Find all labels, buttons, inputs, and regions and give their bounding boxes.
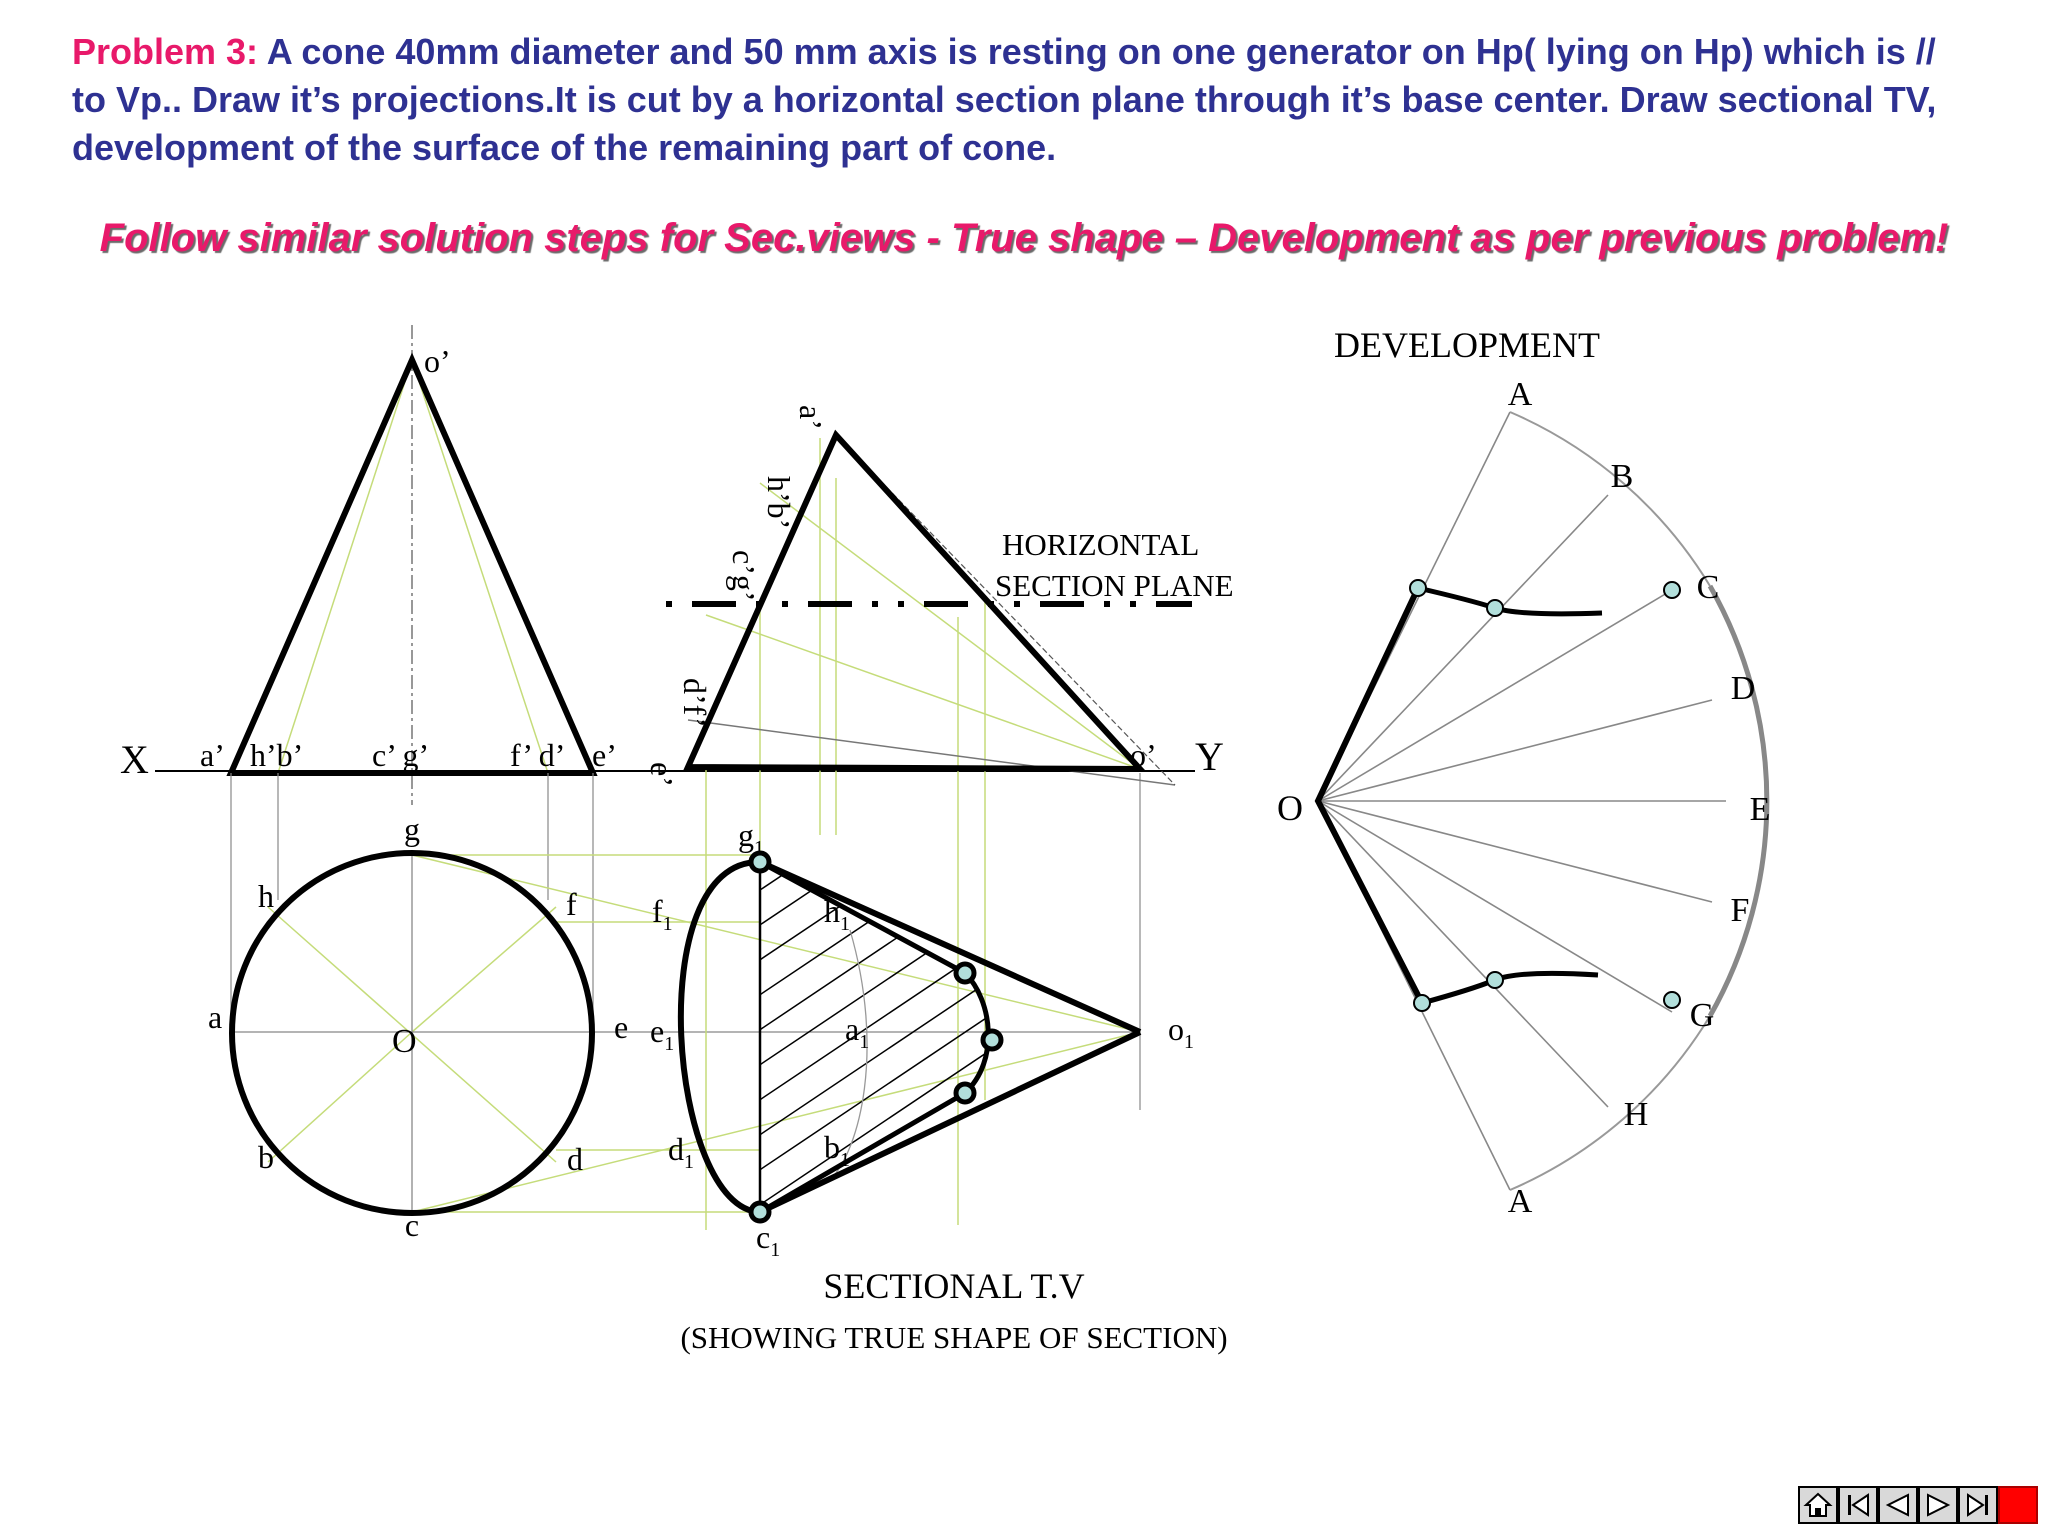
dev-label-H: H xyxy=(1623,1096,1649,1133)
label-y: Y xyxy=(1195,734,1224,779)
dev-label-A-bottom: A xyxy=(1507,1183,1533,1220)
dev-section-curve-upper xyxy=(1418,588,1602,614)
next-slide-icon xyxy=(1923,1491,1953,1519)
follow-instruction: Follow similar solution steps for Sec.views - True shape – Development as per previous problem! xyxy=(99,216,1949,260)
tv-label-c: c xyxy=(404,1207,420,1243)
stop-button[interactable] xyxy=(1998,1486,2038,1524)
dev-label-B: B xyxy=(1610,458,1634,495)
sv-generator-bottom xyxy=(760,1032,1140,1212)
dev-title: DEVELOPMENT xyxy=(1334,325,1600,365)
tv-label-d: d xyxy=(567,1141,583,1177)
tilt-label-hb: h’b’ xyxy=(761,476,797,530)
fv-label-cg: c’ g’ xyxy=(372,737,430,773)
first-slide-icon xyxy=(1843,1491,1873,1519)
dev-label-O: O xyxy=(1277,788,1303,828)
tilt-label-o: o’ xyxy=(1130,737,1157,773)
sv-label-o1: $o_1$ xyxy=(1168,1011,1194,1053)
tilt-label-cg: c’g’ xyxy=(726,550,762,602)
previous-slide-button[interactable] xyxy=(1878,1486,1918,1524)
dev-label-D: D xyxy=(1730,670,1756,707)
tilt-label-e: e’ xyxy=(644,762,680,787)
dev-points xyxy=(1410,580,1680,1011)
fv-label-e: e’ xyxy=(592,737,617,773)
previous-slide-icon xyxy=(1883,1491,1913,1519)
top-view xyxy=(208,811,1140,1243)
sectional-top-view xyxy=(650,817,1228,1355)
next-slide-button[interactable] xyxy=(1918,1486,1958,1524)
sv-label-h1: $h_1$ xyxy=(824,893,850,935)
dev-section-curve-lower xyxy=(1422,973,1598,1003)
home-button[interactable] xyxy=(1798,1486,1838,1524)
tv-label-O: O xyxy=(392,1023,417,1060)
stop-icon xyxy=(2003,1491,2033,1519)
sv-title: SECTIONAL T.V xyxy=(823,1266,1085,1306)
last-slide-button[interactable] xyxy=(1958,1486,1998,1524)
last-slide-icon xyxy=(1963,1491,1993,1519)
dev-arc-lower xyxy=(1510,1016,1710,1190)
plane-label-line1: HORIZONTAL xyxy=(1002,527,1200,562)
tilt-label-df: d’f’ xyxy=(677,678,713,728)
fv-label-a: a’ xyxy=(200,737,225,773)
tv-label-g: g xyxy=(404,811,420,847)
dev-label-E: E xyxy=(1749,791,1771,828)
fv-label-fd: f’ d’ xyxy=(510,737,566,773)
dev-section-generators xyxy=(1318,588,1422,1003)
sv-label-a1: $a_1$ xyxy=(845,1011,870,1053)
plane-label-line2: SECTION PLANE xyxy=(995,568,1234,603)
problem-lead: Problem 3: xyxy=(72,31,259,72)
development xyxy=(1277,325,1770,1220)
dev-label-F: F xyxy=(1730,892,1750,929)
sv-subtitle: (SHOWING TRUE SHAPE OF SECTION) xyxy=(680,1320,1228,1355)
sv-section-points xyxy=(751,853,1001,1221)
fv-generator-h xyxy=(278,360,412,773)
dev-label-C: C xyxy=(1696,569,1720,606)
tv-label-f: f xyxy=(566,886,577,922)
sv-label-d1: $d_1$ xyxy=(668,1131,694,1173)
sv-label-c1: $c_1$ xyxy=(756,1219,781,1261)
fv-label-apex: o’ xyxy=(424,343,451,379)
dev-label-A-top: A xyxy=(1507,376,1533,413)
dev-arc-upper xyxy=(1510,412,1710,586)
home-icon xyxy=(1803,1491,1833,1519)
fv-generator-f xyxy=(412,360,548,773)
tv-label-a: a xyxy=(208,999,223,1035)
tv-label-e: e xyxy=(614,1009,629,1045)
label-x: X xyxy=(120,737,149,782)
dev-label-G: G xyxy=(1689,997,1715,1034)
front-view xyxy=(120,325,1224,805)
sv-label-g1: $g_1$ xyxy=(738,817,764,859)
tilt-label-a: a’ xyxy=(793,405,829,430)
tv-label-b: b xyxy=(258,1139,274,1175)
sv-label-b1: $b_1$ xyxy=(824,1129,850,1171)
problem-text: A cone 40mm diameter and 50 mm axis is resting on one generator on Hp( lying on Hp) which is // to Vp.. Draw it’s projections.It is cut by a horizontal section plane through it’s base center. Draw sectional TV, development of the surface of the remaining part of cone. xyxy=(72,31,1937,168)
dev-generator-lines xyxy=(1318,412,1726,1190)
fv-label-hb: h’b’ xyxy=(250,737,304,773)
sv-label-e1: $e_1$ xyxy=(650,1013,675,1055)
tv-label-h: h xyxy=(258,878,274,914)
sv-label-f1: $f_1$ xyxy=(652,893,673,935)
first-slide-button[interactable] xyxy=(1838,1486,1878,1524)
slide-navigation xyxy=(1798,1486,2038,1526)
